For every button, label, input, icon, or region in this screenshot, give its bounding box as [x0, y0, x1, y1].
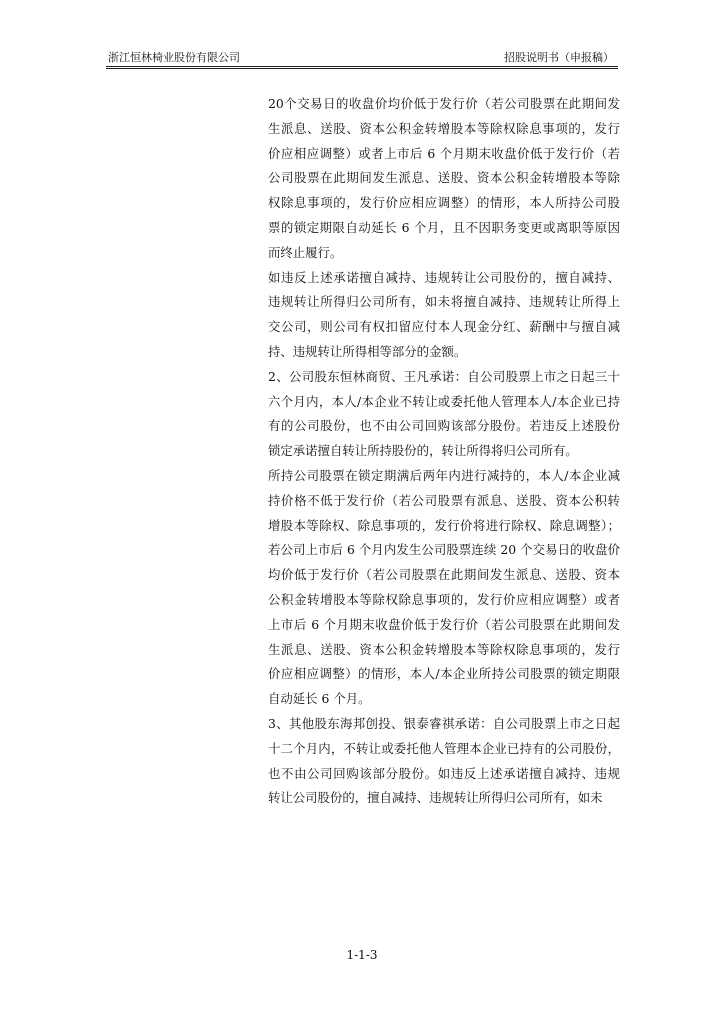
- text-line: 持、违规转让所得相等部分的金额。: [268, 343, 467, 359]
- text-line: 六个月内，本人/本企业不转让或委托他人管理本人/本企业已持: [268, 393, 620, 409]
- text-line: 票的锁定期限自动延长 6 个月，且不因职务变更或离职等原因: [268, 219, 620, 235]
- text-line: 所持公司股票在锁定期满后两年内进行减持的，本人/本企业减: [268, 467, 620, 483]
- text-line: 也不由公司回购该部分股份。如违反上述承诺擅自减持、违规: [268, 765, 620, 781]
- text-line: 如违反上述承诺擅自减持、违规转让公司股份的，擅自减持、: [268, 269, 620, 285]
- text-line: 而终止履行。: [268, 244, 343, 260]
- text-line: 增股本等除权、除息事项的，发行价将进行除权、除息调整）；: [268, 517, 620, 533]
- text-line: 2、公司股东恒林商贸、王凡承诺：自公司股票上市之日起三十: [268, 368, 620, 384]
- text-line: 若公司上市后 6 个月内发生公司股票连续 20 个交易日的收盘价: [268, 542, 620, 558]
- text-line: 交公司，则公司有权扣留应付本人现金分红、薪酬中与擅自减: [268, 319, 620, 335]
- text-line: 公积金转增股本等除权除息事项的，发行价应相应调整）或者: [268, 591, 620, 607]
- text-line: 生派息、送股、资本公积金转增股本等除权除息事项的，发行: [268, 641, 620, 657]
- page-number: 1-1-3: [346, 948, 378, 962]
- body-text: [268, 92, 620, 811]
- text-line: 3、其他股东海邦创投、银泰睿祺承诺：自公司股票上市之日起: [268, 715, 620, 731]
- text-line: 20个交易日的收盘价均价低于发行价（若公司股票在此期间发: [268, 96, 620, 111]
- text-line: 违规转让所得归公司所有，如未将擅自减持、违规转让所得上: [268, 294, 620, 310]
- text-line: 十二个月内，不转让或委托他人管理本企业已持有的公司股份，: [268, 740, 620, 756]
- page-header: [106, 50, 618, 68]
- text-line: 持价格不低于发行价（若公司股票有派息、送股、资本公积转: [268, 492, 620, 508]
- text-line: 价应相应调整）或者上市后 6 个月期末收盘价低于发行价（若: [268, 145, 620, 161]
- paragraph: [268, 464, 620, 712]
- text-line: 生派息、送股、资本公积金转增股本等除权除息事项的，发行: [268, 120, 620, 136]
- text-line: 有的公司股份，也不由公司回购该部分股份。若违反上述股份: [268, 418, 620, 434]
- header-rule: [106, 66, 618, 69]
- text-line: 上市后 6 个月期末收盘价低于发行价（若公司股票在此期间发: [268, 616, 620, 632]
- document-title: 招股说明书（申报稿）: [504, 51, 614, 64]
- text-line: 均价低于发行价（若公司股票在此期间发生派息、送股、资本: [268, 567, 620, 583]
- paragraph: [268, 365, 620, 464]
- text-line: 价应相应调整）的情形，本人/本企业所持公司股票的锁定期限: [268, 666, 620, 682]
- company-name: 浙江恒林椅业股份有限公司: [108, 51, 240, 64]
- text-line: 权除息事项的，发行价应相应调整）的情形，本人所持公司股: [268, 195, 620, 211]
- paragraph: [268, 92, 620, 266]
- text-line: 转让公司股份的，擅自减持、违规转让所得归公司所有，如未: [268, 790, 603, 806]
- text-line: 公司股票在此期间发生派息、送股、资本公积金转增股本等除: [268, 170, 620, 186]
- paragraph: [268, 712, 620, 811]
- paragraph: [268, 266, 620, 365]
- text-line: 自动延长 6 个月。: [268, 691, 371, 707]
- text-line: 锁定承诺擅自转让所持股份的，转让所得将归公司所有。: [268, 443, 578, 459]
